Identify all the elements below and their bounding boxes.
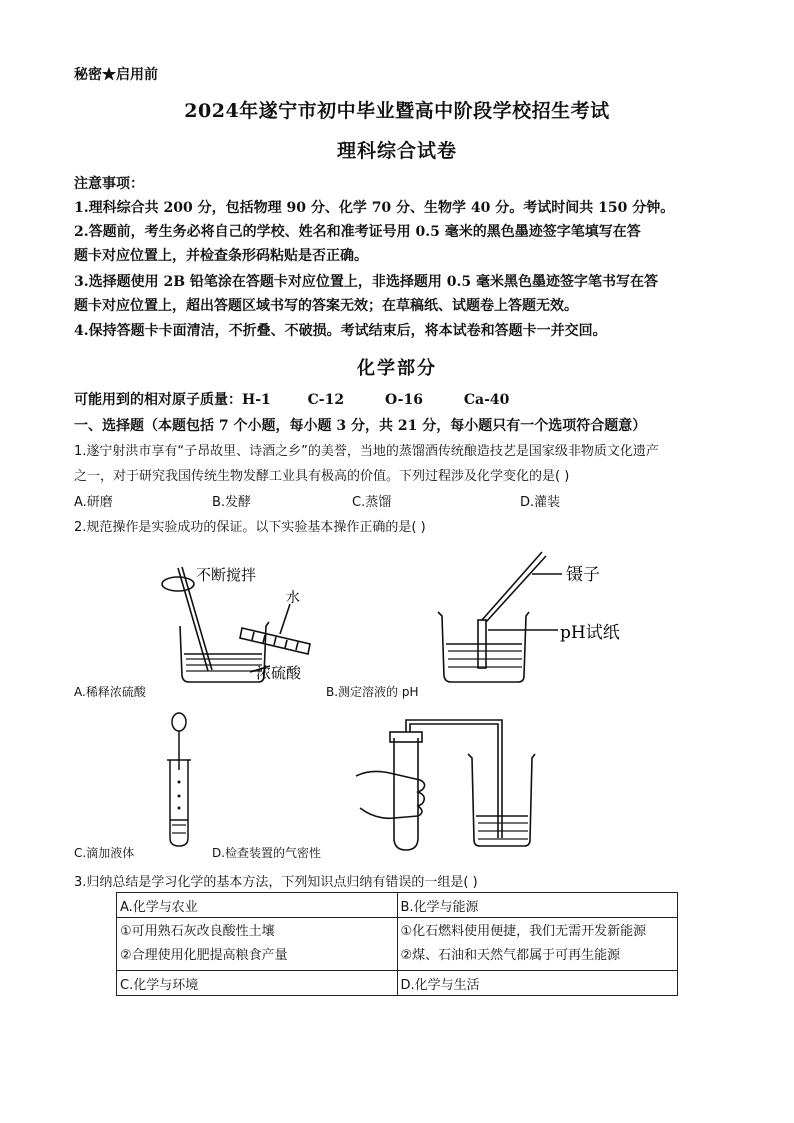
- notice-line: 1.理科综合共 200 分，包括物理 90 分、化学 70 分、生物学 40 分。考试时间共 150 分钟。: [74, 200, 675, 216]
- atomic-mass-item: Ca-40: [463, 392, 510, 408]
- table-row: [117, 971, 678, 996]
- confidential-mark: 秘密★启用前: [74, 67, 158, 83]
- figure-dilute-acid: [150, 546, 330, 688]
- table-cell: [117, 918, 398, 971]
- label-water: 水: [286, 590, 300, 606]
- question-3-stem: 3.归纳总结是学习化学的基本方法，下列知识点归纳有错误的一组是( ): [74, 875, 478, 890]
- atomic-mass-line: [74, 389, 509, 409]
- option-d: D.灌装: [520, 495, 561, 510]
- table-cell-line: ①可用熟石灰改良酸性土壤: [120, 924, 275, 939]
- table-cell-line: ①化石燃料使用便捷，我们无需开发新能源: [400, 924, 647, 939]
- figure-c-caption: C.滴加液体: [74, 846, 135, 860]
- figure-d-caption: D.检查装置的气密性: [212, 846, 322, 860]
- atomic-mass-label: 可能用到的相对原子质量：H-1: [74, 392, 271, 408]
- table-row: [117, 893, 678, 918]
- notice-line: 2.答题前，考生务必将自己的学校、姓名和准考证号用 0.5 毫米的黑色墨迹签字笔填写在答: [74, 224, 641, 240]
- label-acid: 浓硫酸: [256, 664, 302, 682]
- figure-drop-liquid: [160, 708, 200, 850]
- atomic-mass-item: C-12: [307, 392, 345, 408]
- notice-line: 题卡对应位置上，超出答题区域书写的答案无效；在草稿纸、试题卷上答题无效。: [74, 298, 578, 314]
- label-ph-paper: pH试纸: [560, 623, 620, 643]
- option-c: C.蒸馏: [352, 495, 392, 510]
- question-1-line2: 之一，对于研究我国传统生物发酵工业具有极高的价值。下列过程涉及化学变化的是( ): [74, 469, 570, 484]
- knowledge-table: [116, 892, 678, 996]
- atomic-mass-item: O-16: [384, 392, 423, 408]
- notice-heading: 注意事项：: [74, 176, 144, 192]
- section-title: 化学部分: [357, 358, 437, 379]
- notice-line: 3.选择题使用 2B 铅笔涂在答题卡对应位置上，非选择题用 0.5 毫米黑色墨迹签字笔书写在答: [74, 274, 659, 290]
- label-stir: 不断搅拌: [196, 566, 257, 584]
- table-cell: A.化学与农业: [117, 893, 398, 918]
- figure-a-caption: A.稀释浓硫酸: [74, 685, 146, 699]
- figure-measure-ph: [430, 540, 640, 692]
- table-row: [117, 918, 678, 971]
- table-cell: [397, 918, 678, 971]
- exam-title: 2024年遂宁市初中毕业暨高中阶段学校招生考试: [184, 100, 610, 122]
- figure-b-caption: B.测定溶液的 pH: [326, 685, 419, 699]
- option-a: A.研磨: [74, 495, 113, 510]
- notice-line: 题卡对应位置上，并检查条形码粘贴是否正确。: [74, 248, 368, 264]
- table-cell: B.化学与能源: [397, 893, 678, 918]
- table-cell: D.化学与生活: [397, 971, 678, 996]
- table-cell: C.化学与环境: [117, 971, 398, 996]
- table-cell-line: ②合理使用化肥提高粮食产量: [120, 948, 288, 963]
- question-2-stem: 2.规范操作是实验成功的保证。以下实验基本操作正确的是( ): [74, 520, 426, 535]
- figure-check-airtight: [352, 712, 558, 854]
- mcq-heading: 一、选择题（本题包括 7 个小题，每小题 3 分，共 21 分，每小题只有一个选项符合题意）: [74, 418, 647, 434]
- option-b: B.发酵: [212, 495, 252, 510]
- exam-subtitle: 理科综合试卷: [336, 140, 457, 162]
- notice-line: 4.保持答题卡卡面清洁，不折叠、不破损。考试结束后，将本试卷和答题卡一并交回。: [74, 323, 607, 339]
- question-1-line1: 1.遂宁射洪市享有“子昂故里、诗酒之乡”的美誉，当地的蒸馏酒传统酿造技艺是国家级非物质文化遗产: [74, 444, 659, 459]
- table-cell-line: ②煤、石油和天然气都属于可再生能源: [400, 948, 621, 963]
- label-tweezers: 镊子: [566, 565, 600, 585]
